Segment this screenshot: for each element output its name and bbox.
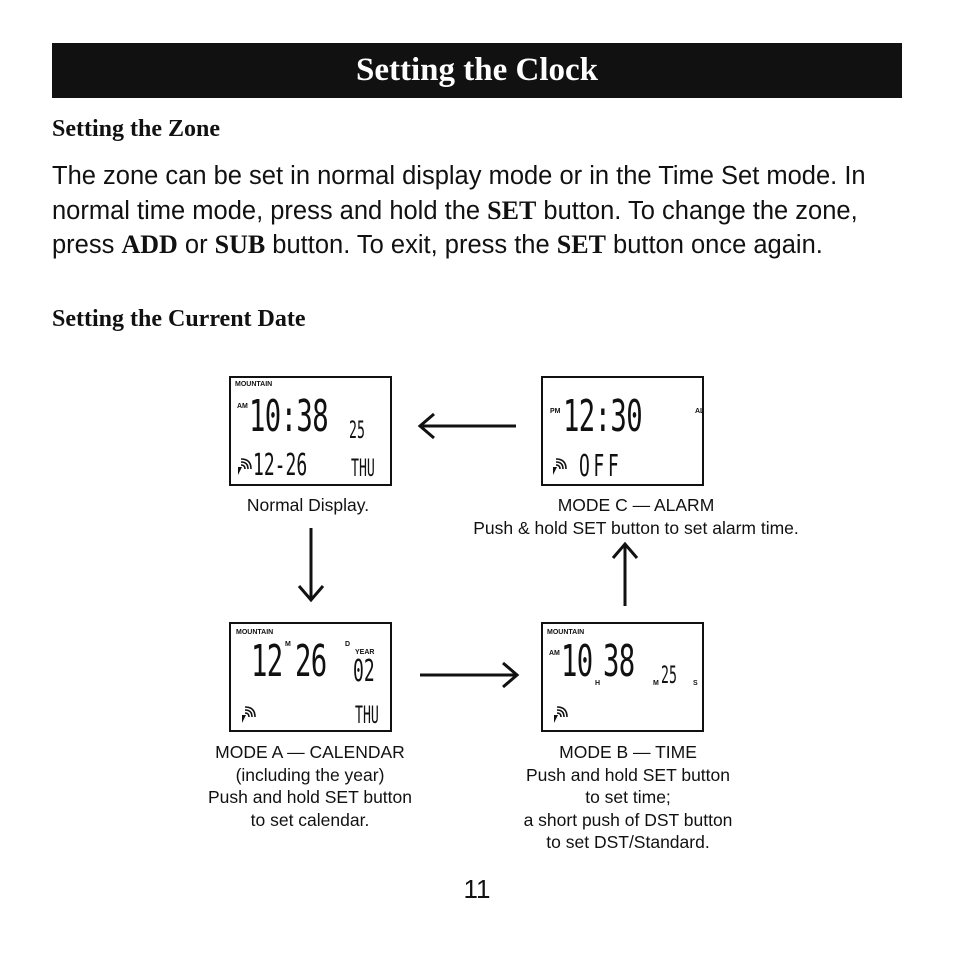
page-title: Setting the Clock (356, 52, 598, 88)
caption-line: MODE C — ALARM (557, 495, 715, 515)
hour-digits: 10 (561, 636, 593, 687)
lcd-time-display (541, 622, 704, 732)
ampm-indicator: AM (549, 650, 560, 657)
hour-label: H (595, 680, 601, 687)
alarm-time-digits: 12:30 (563, 391, 643, 442)
date-digits: 12-26 (253, 448, 308, 483)
ampm-indicator: PM (550, 408, 561, 415)
day-digits: 26 (295, 636, 327, 687)
section-heading-zone: Setting the Zone (52, 116, 220, 142)
day-label: D (345, 641, 351, 648)
caption-normal (208, 494, 408, 517)
arrow-right-icon (418, 661, 522, 689)
paragraph-text: or (177, 231, 215, 259)
caption-line: MODE A — CALENDAR (215, 742, 405, 762)
paragraph-text: button. To change the zone, press (52, 196, 858, 259)
add-keyword: ADD (121, 230, 178, 259)
sub-keyword: SUB (214, 230, 266, 259)
caption-line: Push and hold SET button (208, 787, 412, 807)
caption-line: to set time; (585, 787, 671, 807)
month-label: M (285, 641, 291, 648)
year-label: YEAR (355, 649, 375, 656)
alarm-status: OFF (579, 449, 623, 484)
zone-label: MOUNTAIN (236, 629, 274, 636)
section-heading-date: Setting the Current Date (52, 306, 306, 332)
signal-icon (236, 458, 252, 476)
arrow-down-icon (297, 528, 325, 604)
signal-icon (240, 706, 256, 724)
alarm-indicator: AL (695, 408, 705, 415)
arrow-left-icon (416, 412, 518, 440)
caption-calendar (170, 741, 450, 831)
caption-line: to set DST/Standard. (546, 832, 710, 852)
weekday-text: THU (351, 454, 375, 482)
caption-line: to set calendar. (250, 809, 370, 830)
caption-line: (including the year) (235, 764, 385, 785)
minute-label: M (653, 680, 659, 687)
lcd-calendar-display (229, 622, 392, 732)
zone-paragraph (52, 160, 902, 263)
paragraph-text: button once again. (605, 231, 823, 259)
lcd-alarm-display (541, 376, 704, 486)
ampm-indicator: AM (237, 403, 248, 410)
lcd-normal-display (229, 376, 392, 486)
seconds-label: S (693, 680, 698, 687)
caption-line: a short push of DST button (523, 809, 733, 830)
signal-icon (551, 458, 567, 476)
caption-line: Normal Display. (246, 495, 370, 515)
paragraph-text: button. To exit, press the (265, 231, 557, 259)
signal-icon (552, 706, 568, 724)
caption-alarm (416, 494, 856, 539)
title-bar (52, 43, 902, 98)
zone-label: MOUNTAIN (235, 381, 273, 388)
time-digits: 10:38 (249, 391, 329, 442)
paragraph-text: The zone can be set in normal display mode or in the Time Set mode. In normal time mode, press and hold the (52, 162, 866, 225)
seconds-digits: 25 (661, 661, 677, 689)
weekday-text: THU (355, 701, 379, 729)
zone-label: MOUNTAIN (547, 629, 585, 636)
caption-time (488, 741, 768, 854)
caption-line: MODE B — TIME (559, 742, 697, 762)
seconds-digits: 25 (349, 416, 365, 444)
month-digits: 12 (251, 636, 283, 687)
caption-line: Push and hold SET button (526, 764, 730, 785)
caption-line: Push & hold SET button to set alarm time. (473, 517, 799, 538)
minute-digits: 38 (603, 636, 635, 687)
year-digits: 02 (353, 654, 375, 689)
arrow-up-icon (611, 540, 639, 606)
set-keyword: SET (556, 230, 606, 259)
page-number: 11 (463, 874, 491, 904)
set-keyword: SET (487, 195, 537, 225)
